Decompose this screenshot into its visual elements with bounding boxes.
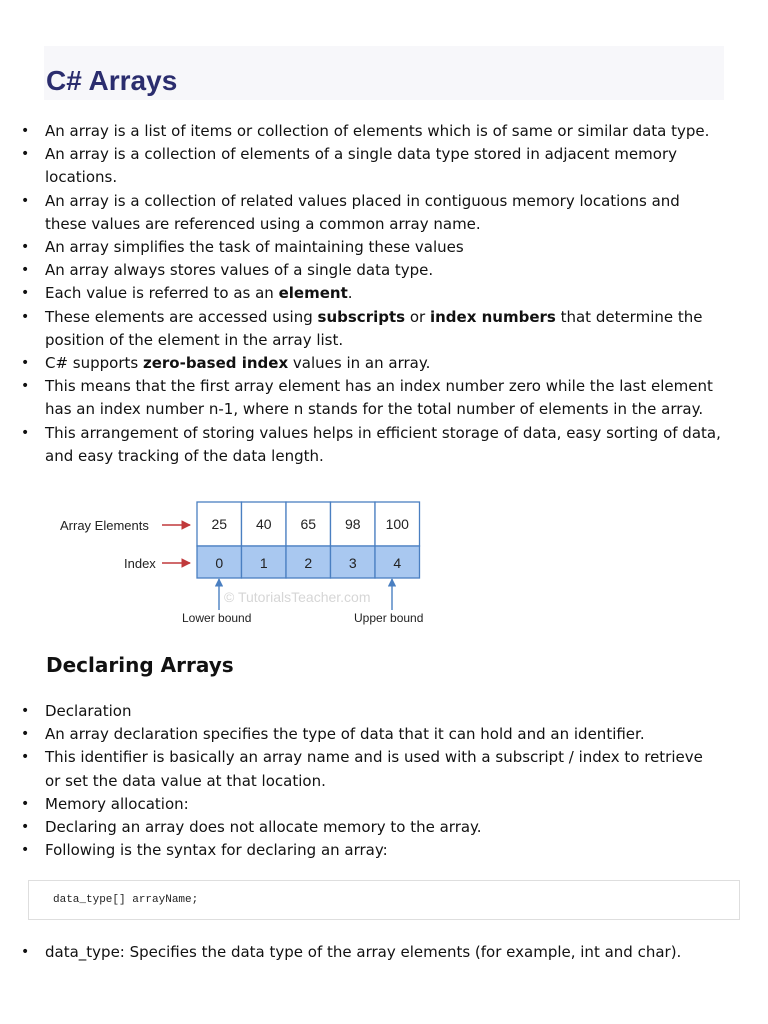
- text-span: that determine the position of the element in the array list.: [45, 307, 703, 349]
- list-item: [0, 700, 721, 723]
- array-elements-label: Array Elements: [60, 518, 149, 533]
- text-span: An array declaration specifies the type of data that it can hold and an identifier.: [45, 725, 645, 744]
- text-span: values in an array.: [288, 354, 431, 373]
- array-diagram: [56, 490, 446, 630]
- page-title: C# Arrays: [46, 65, 178, 96]
- value-text: 40: [255, 516, 272, 532]
- text-span: These elements are accessed using: [45, 307, 318, 326]
- index-label: Index: [124, 556, 156, 571]
- list-item: [0, 746, 721, 792]
- list-item: [0, 306, 721, 352]
- text-span: An array simplifies the task of maintaining these values: [45, 238, 464, 257]
- code-block: [28, 880, 740, 920]
- section-heading-declaring-arrays: Declaring Arrays: [46, 653, 234, 677]
- watermark: © TutorialsTeacher.com: [224, 589, 371, 605]
- text-span: or: [405, 307, 430, 326]
- bold-term: element: [278, 284, 348, 303]
- index-text: 2: [304, 555, 313, 571]
- list-item: [0, 143, 721, 189]
- declare-bullet-list: [0, 700, 721, 862]
- intro-bullet-list: [0, 120, 721, 468]
- list-item: [0, 816, 721, 839]
- text-span: data_type: Specifies the data type of the array elements (for example, int and char).: [45, 943, 682, 961]
- value-text: 100: [385, 516, 409, 532]
- bold-term: index numbers: [429, 307, 556, 326]
- list-item: [0, 422, 721, 468]
- text-span: An array is a list of items or collection of elements which is of same or similar data type.: [45, 122, 710, 140]
- list-item: [0, 375, 721, 421]
- index-text: 0: [215, 555, 224, 571]
- list-item: [0, 120, 721, 143]
- list-item: [0, 793, 721, 816]
- text-span: .: [347, 284, 353, 303]
- text-span: This means that the first array element has an index number zero while the last element has an index number n-1, where n stands for the total number of elements in the array.: [45, 377, 713, 419]
- index-text: 4: [393, 555, 402, 571]
- text-span: C# supports: [45, 354, 143, 373]
- text-span: An array is a collection of elements of a single data type stored in adjacent memory locations.: [45, 145, 677, 187]
- bold-term: subscripts: [317, 307, 406, 326]
- text-span: Following is the syntax for declaring an array:: [45, 841, 388, 860]
- lower-bound-label: Lower bound: [182, 611, 252, 625]
- list-item: [0, 723, 721, 746]
- bold-term: zero-based index: [142, 354, 289, 373]
- text-span: Memory allocation:: [45, 794, 189, 813]
- text-span: This identifier is basically an array name and is used with a subscript / index to retrieve or set the data value at that location.: [45, 748, 703, 790]
- final-bullet-list: [0, 941, 721, 964]
- index-text: 3: [348, 555, 357, 571]
- code-text: data_type[] arrayName;: [53, 894, 199, 906]
- text-span: Declaring an array does not allocate memory to the array.: [45, 818, 482, 837]
- text-span: This arrangement of storing values helps in efficient storage of data, easy sorting of data, and easy tracking of the data length.: [45, 423, 721, 465]
- text-span: An array is a collection of related values placed in contiguous memory locations and these values are referenced using a common array name.: [45, 191, 680, 233]
- list-item: [0, 259, 721, 282]
- list-item: [0, 941, 721, 964]
- list-item: [0, 236, 721, 259]
- upper-bound-label: Upper bound: [354, 611, 424, 625]
- index-text: 1: [259, 555, 268, 571]
- value-text: 98: [344, 516, 361, 532]
- value-text: 65: [300, 516, 317, 532]
- text-span: Declaration: [45, 702, 132, 720]
- list-item: [0, 190, 721, 236]
- text-span: An array always stores values of a single data type.: [45, 261, 434, 280]
- value-text: 25: [211, 516, 228, 532]
- list-item: [0, 352, 721, 375]
- list-item: [0, 282, 721, 305]
- list-item: [0, 839, 721, 862]
- text-span: Each value is referred to as an: [45, 284, 279, 303]
